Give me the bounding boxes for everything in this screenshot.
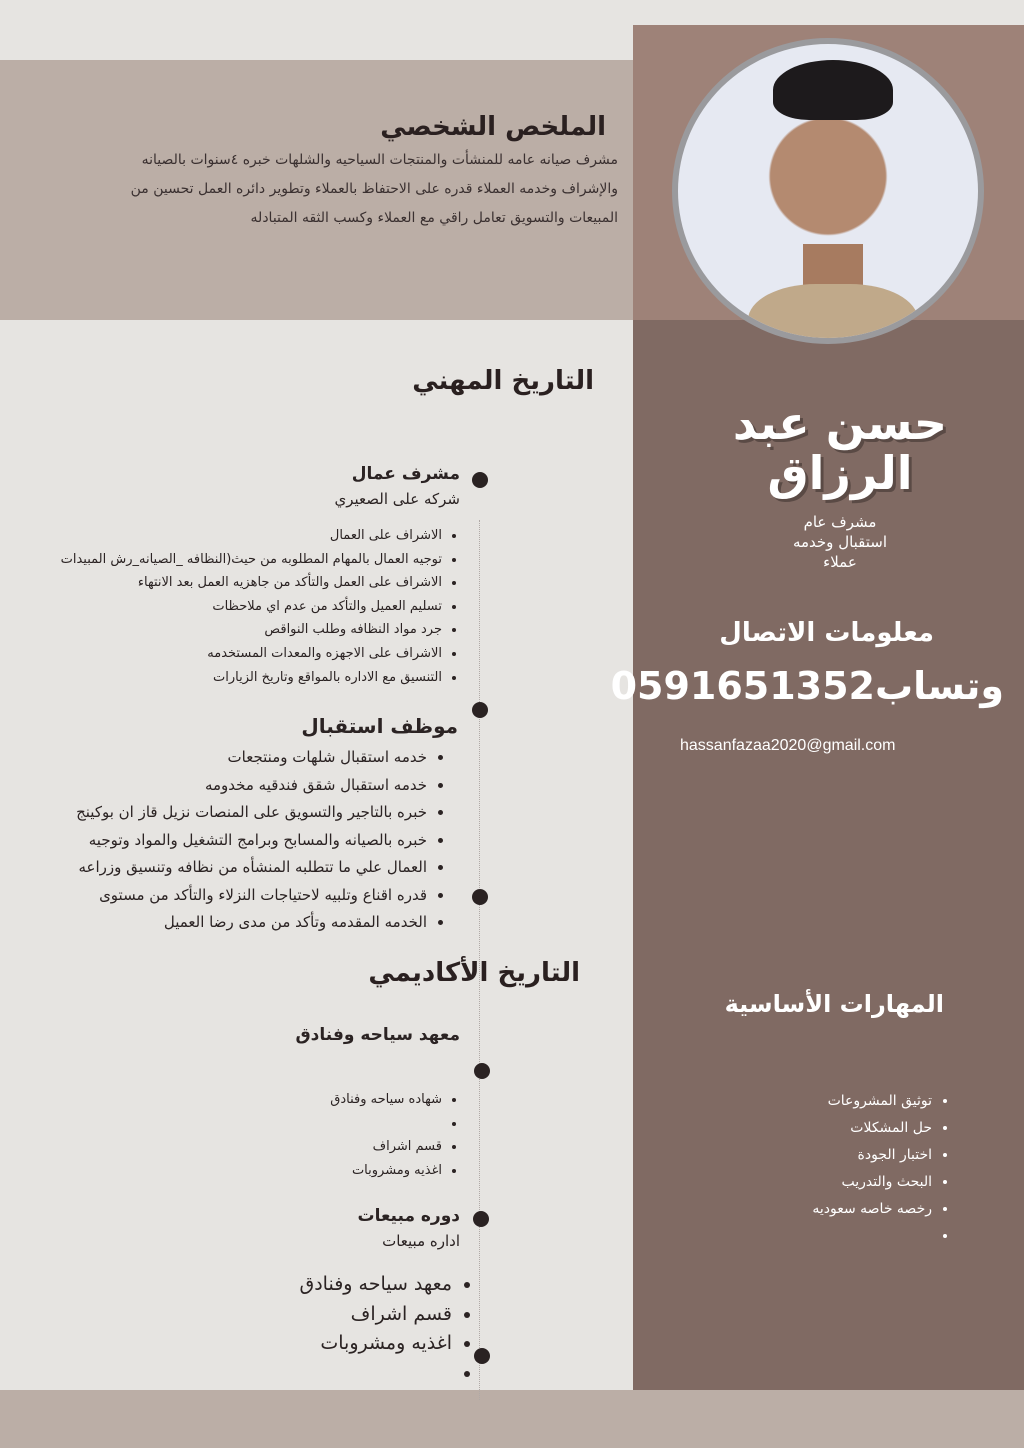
skills-heading: المهارات الأساسية <box>724 990 944 1018</box>
job1-duty: • جرد مواد النظافه وطلب النواقص <box>20 618 442 642</box>
contact-email[interactable]: hassanfazaa2020@gmail.com <box>680 737 896 754</box>
job2-duty: • الخدمه المقدمه وتأكد من مدى رضا العميل <box>0 909 427 937</box>
skill-item: • حل المشكلات <box>700 1115 932 1142</box>
edu2-title: دوره مبيعات <box>357 1206 460 1226</box>
summary-heading: الملخص الشخصي <box>380 112 606 142</box>
contact-heading: معلومات الاتصال <box>719 618 934 648</box>
skills-list <box>700 1088 950 1250</box>
skill-item: • رخصه خاصه سعوديه <box>700 1196 932 1223</box>
academic-heading: التاريخ الأكاديمي <box>368 958 580 988</box>
job1-duties <box>20 524 460 689</box>
job2-duty: • خدمه استقبال شلهات ومنتجعات <box>0 744 427 772</box>
job1-duty: • الاشراف على العمل والتأكد من جاهزيه العمل بعد الانتهاء <box>20 571 442 595</box>
timeline-dot <box>473 1211 489 1227</box>
edu2-item <box>200 1359 452 1389</box>
edu1-item: • اغذيه ومشروبات <box>240 1159 442 1183</box>
job2-duty: • خبره بالصيانه والمسابح وبرامج التشغيل والمواد وتوجيه <box>0 827 427 855</box>
profile-photo <box>672 38 984 344</box>
job1-duty: • توجيه العمال بالمهام المطلوبه من حيث(النظافه _الصيانه_رش المبيدات <box>20 548 442 572</box>
job2-duty: • خدمه استقبال شقق فندقيه مخدومه <box>0 772 427 800</box>
job1-duty: • الاشراف على العمال <box>20 524 442 548</box>
job1-title: مشرف عمال <box>351 464 460 484</box>
edu2-details <box>200 1270 470 1388</box>
summary-text: مشرف صيانه عامه للمنشأت والمنتجات السياحيه والشلهات خبره ٤سنوات بالصيانه والإشراف وخدمه العملاء قدره على الاحتفاظ بالعملاء وتطوير دائره العمل تحسين من المبيعات والتسويق تعامل راقي مع العملاء وكسب الثقه المتبادله <box>130 152 618 226</box>
job1-company: شركه على الصعيري <box>334 490 460 508</box>
timeline-dot <box>474 1063 490 1079</box>
career-heading: التاريخ المهني <box>412 366 594 396</box>
edu2-item: • قسم اشراف <box>200 1300 452 1330</box>
skill-item <box>700 1223 932 1250</box>
name-line-1: حسن عبد <box>732 396 948 450</box>
edu2-item: • اغذيه ومشروبات <box>200 1329 452 1359</box>
edu2-item: • معهد سياحه وفنادق <box>200 1270 452 1300</box>
timeline-dot <box>472 472 488 488</box>
job-title-line-2: استقبال وخدمه <box>792 533 888 551</box>
edu1-item <box>240 1112 442 1136</box>
job1-duty: • الاشراف على الاجهزه والمعدات المستخدمه <box>20 642 442 666</box>
edu1-item: • شهاده سياحه وفنادق <box>240 1088 442 1112</box>
photo-hair <box>773 60 893 120</box>
job2-duty: • قدره اقناع وتلبيه لاحتياجات النزلاء والتأكد من مستوى <box>0 882 427 910</box>
bottom-band <box>0 1390 1024 1448</box>
name-line-2: الرزاق <box>767 446 913 500</box>
timeline-dot <box>472 889 488 905</box>
timeline-dot <box>472 702 488 718</box>
edu2-subtitle: اداره مبيعات <box>382 1232 460 1250</box>
job2-title: موظف استقبال <box>301 714 458 738</box>
timeline-dot <box>474 1348 490 1364</box>
job2-duty: • خبره بالتاجير والتسويق على المنصات نزيل قاز ان بوكينج <box>0 799 427 827</box>
job2-duties <box>0 744 445 937</box>
job-title <box>740 512 940 572</box>
skill-item: • اختبار الجودة <box>700 1142 932 1169</box>
job2-duty: • العمال علي ما تتطلبه المنشأه من نظافه وتنسيق وزراعه <box>0 854 427 882</box>
job1-duty: • التنسيق مع الاداره بالمواقع وتاريخ الزيارات <box>20 666 442 690</box>
contact-phone[interactable]: وتساب0591651352 <box>610 664 1004 708</box>
edu1-item: • قسم اشراف <box>240 1135 442 1159</box>
photo-shirt <box>748 284 918 344</box>
job-title-line-3: عملاء <box>823 553 857 571</box>
job-title-line-1: مشرف عام <box>803 513 877 531</box>
skill-item: • البحث والتدريب <box>700 1169 932 1196</box>
edu1-details <box>240 1088 460 1182</box>
edu1-title: معهد سياحه وفنادق <box>295 1025 460 1045</box>
job1-duty: • تسليم العميل والتأكد من عدم اي ملاحظات <box>20 595 442 619</box>
skill-item: • توثيق المشروعات <box>700 1088 932 1115</box>
